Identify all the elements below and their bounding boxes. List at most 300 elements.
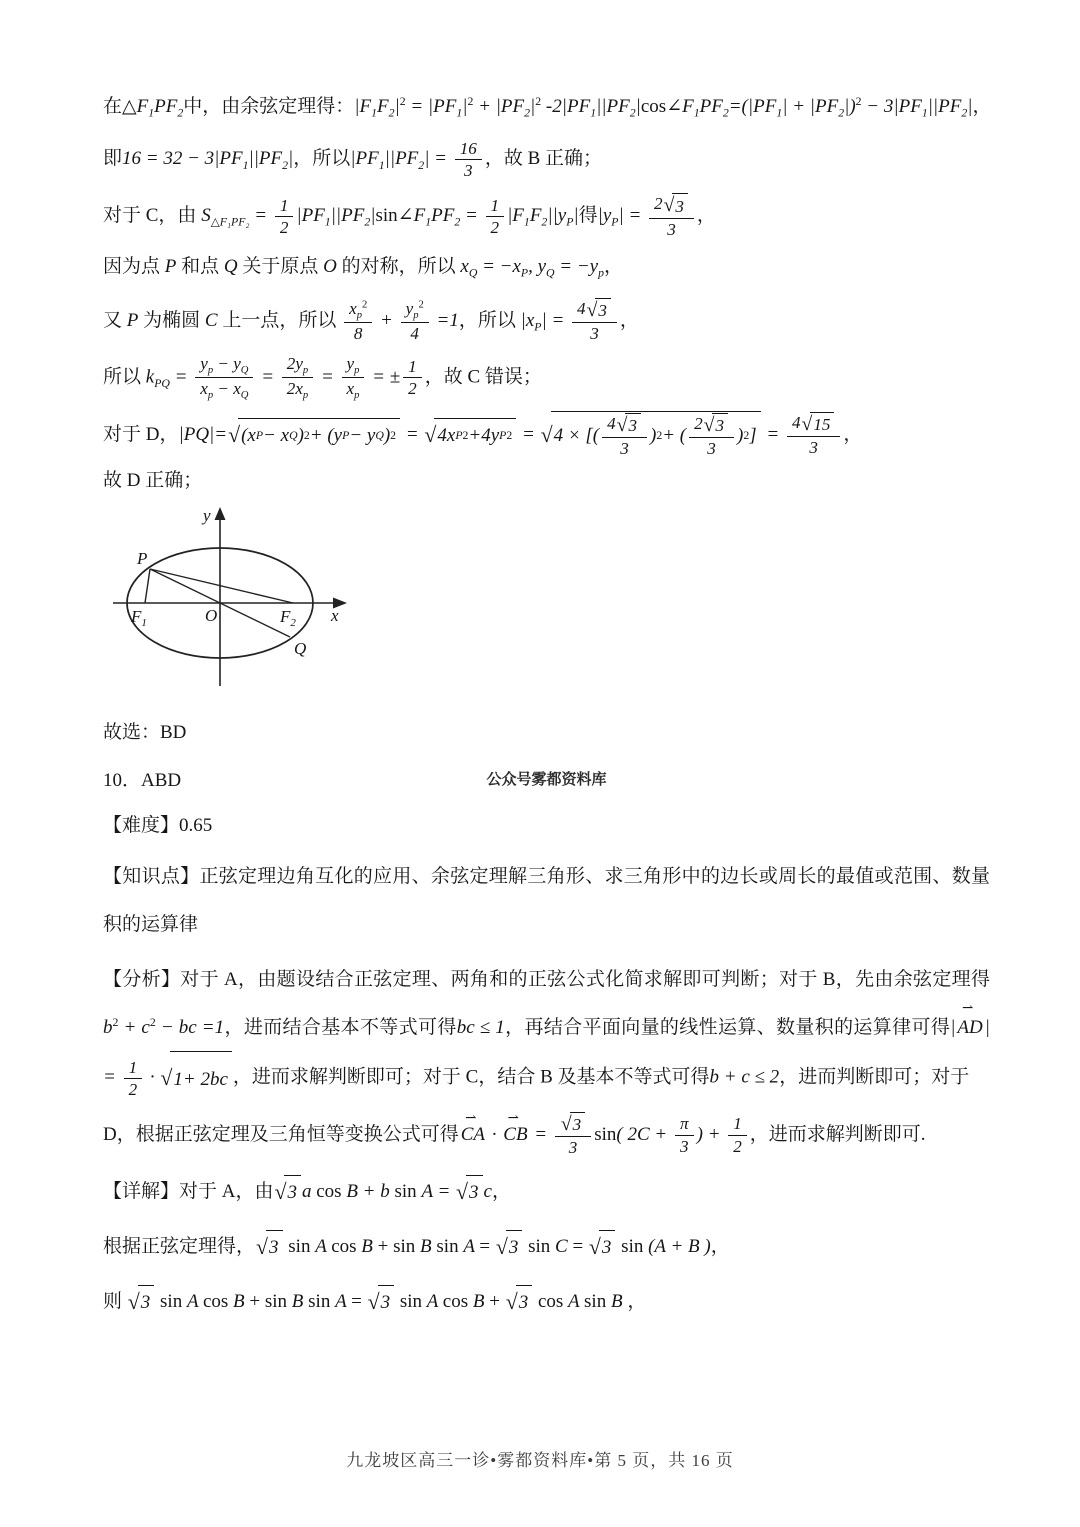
math-token: 2 <box>541 215 548 229</box>
math-token: x <box>346 379 355 399</box>
math-token: PF <box>699 96 723 117</box>
math-token: 2 <box>629 106 636 120</box>
math-token <box>342 378 365 402</box>
math-token: + sin <box>249 1290 292 1312</box>
math-token: A <box>568 1290 585 1312</box>
math-token: PQ <box>154 376 170 390</box>
detail-line-1 <box>103 1175 990 1210</box>
math-token <box>456 1175 483 1210</box>
math-token: Q <box>240 390 249 402</box>
math-token: cos <box>533 1290 569 1312</box>
math-token: bc ≤ 1 <box>456 1016 505 1038</box>
math-token: P <box>520 266 529 280</box>
math-token <box>128 1285 155 1320</box>
math-token: = <box>529 1123 552 1145</box>
math-token: ，进而求解判断即可. <box>749 1123 926 1145</box>
math-token: 1 <box>776 106 783 120</box>
math-token: | <box>288 147 294 169</box>
math-token: 3 <box>516 1285 533 1320</box>
math-token: 所以 <box>103 366 146 388</box>
math-token: ，进而判断即可；对于 <box>779 1066 970 1088</box>
math-token <box>649 193 694 240</box>
math-token <box>195 353 253 403</box>
math-token: (A + B ) <box>648 1235 711 1257</box>
math-token: 3 <box>284 1175 301 1210</box>
math-token: 对于 D， <box>103 423 179 445</box>
math-token: 3 <box>595 298 611 323</box>
math-token: ， <box>710 1235 730 1257</box>
math-token: = <box>572 1235 588 1257</box>
math-token: 3 <box>672 193 688 218</box>
math-token: | = <box>618 205 647 227</box>
math-token <box>282 353 313 403</box>
math-token: P <box>534 320 542 334</box>
math-token <box>274 1175 301 1210</box>
math-token: 2 <box>961 106 968 120</box>
math-token: 即 <box>103 147 123 169</box>
math-token: = <box>479 1235 495 1257</box>
math-token: sin <box>584 1290 611 1312</box>
math-token: 1 <box>425 215 432 229</box>
math-token: ⇀ CB <box>503 1120 527 1150</box>
math-token: | + |PF <box>782 96 839 117</box>
math-token: 2 <box>418 158 425 172</box>
math-token: = <box>401 423 424 445</box>
math-token: + <box>489 1290 505 1312</box>
math-token <box>160 1051 232 1106</box>
math-token: 1 <box>486 195 505 217</box>
math-token <box>424 418 516 453</box>
math-token: 2y <box>286 353 303 373</box>
math-token: sin <box>394 1180 422 1202</box>
math-token: ， <box>972 96 992 117</box>
math-token <box>401 298 429 323</box>
math-token: = <box>761 423 784 445</box>
math-token: | = <box>541 309 570 331</box>
math-token: a <box>301 1180 317 1202</box>
segment-p-f2 <box>150 569 293 603</box>
detail-line-3 <box>103 1285 990 1320</box>
math-token: 16 = 32 − 3|PF <box>122 147 243 169</box>
math-token: 因为点 <box>103 256 165 278</box>
math-token: − bc =1 <box>155 1016 225 1038</box>
math-token: A <box>426 1290 443 1312</box>
math-token: A <box>335 1290 352 1312</box>
math-token: 2 <box>722 106 729 120</box>
math-token: 2 <box>656 428 663 442</box>
math-token: = ± <box>367 366 401 388</box>
math-token: 3 <box>464 160 473 180</box>
math-token: 4 <box>607 413 616 433</box>
math-token: 2 <box>418 299 424 311</box>
math-token: ∠F <box>397 205 426 227</box>
math-token: 4 × [( <box>553 424 600 446</box>
math-token <box>195 378 253 402</box>
math-token: π <box>675 1113 694 1135</box>
math-token: sin <box>616 1235 649 1257</box>
math-token: sin <box>523 1235 556 1257</box>
math-token: P <box>164 256 177 278</box>
math-token: P <box>255 428 264 442</box>
math-token <box>704 413 728 438</box>
math-token: − y <box>213 353 241 373</box>
math-token: p <box>354 390 360 402</box>
math-token: 1 <box>921 106 928 120</box>
math-token: | <box>462 96 468 117</box>
math-token: 3 <box>590 324 599 344</box>
solution9-pq-length-line <box>103 411 990 460</box>
math-token: sin <box>436 1235 464 1257</box>
x-axis-label: x <box>331 605 339 625</box>
math-token <box>689 413 734 439</box>
math-token: = <box>256 366 279 388</box>
solution9-symmetry-line <box>103 252 990 284</box>
math-token: p <box>207 390 214 402</box>
math-token: 1 <box>124 1057 143 1079</box>
math-token: x <box>200 379 208 399</box>
math-token: ，再结合平面向量的线性运算、数量积的运算律可得 <box>504 1016 951 1038</box>
math-token <box>282 378 313 402</box>
math-token <box>787 412 840 459</box>
math-token: 1 <box>371 106 377 120</box>
math-token: ， <box>622 1290 647 1312</box>
math-token <box>256 1230 283 1265</box>
math-token: =1 <box>431 309 459 331</box>
math-token: √ <box>505 1289 518 1314</box>
math-token: ||PF <box>927 96 962 117</box>
math-token: 16 <box>455 138 482 160</box>
math-token: 4x <box>437 424 456 446</box>
math-token: x <box>349 298 357 318</box>
math-token <box>496 1230 523 1265</box>
math-token <box>675 1113 694 1157</box>
math-token: √ <box>663 194 675 217</box>
math-token: p <box>413 310 419 322</box>
math-token: ，故 C 错误； <box>424 366 542 388</box>
math-token: 1 <box>242 158 249 172</box>
math-token: 3 <box>599 1230 616 1265</box>
math-token: = −x <box>477 256 521 278</box>
math-token: √ <box>588 1234 601 1259</box>
math-token <box>434 418 516 453</box>
math-token: 2 <box>535 94 542 108</box>
math-token: + sin <box>377 1235 421 1257</box>
math-token: B + b <box>346 1180 395 1202</box>
math-token: √ <box>801 412 813 435</box>
math-token: 2 <box>855 94 862 108</box>
ellipse-diagram <box>105 504 990 708</box>
solution9-ellipse-point-line <box>103 298 990 345</box>
math-token: 2 <box>506 428 513 442</box>
math-token <box>275 195 294 239</box>
math-token: |) <box>844 96 856 117</box>
math-token: |F <box>354 96 372 117</box>
math-token: O <box>323 256 337 278</box>
math-token: 3 <box>138 1285 155 1320</box>
math-token: ( 2C + <box>616 1123 672 1145</box>
math-token: sin <box>375 205 398 227</box>
math-token: D，根据正弦定理及三角恒等变换公式可得 <box>103 1123 459 1145</box>
math-token: √ <box>424 422 437 447</box>
math-token: 2 <box>733 1136 742 1156</box>
math-token <box>602 413 647 460</box>
math-token: 关于原点 <box>237 256 324 278</box>
math-token: √ <box>228 422 241 447</box>
math-token <box>787 412 840 438</box>
math-token: √ <box>160 1066 173 1091</box>
detail-line-2 <box>103 1230 990 1265</box>
math-token: 3 <box>809 438 818 458</box>
math-token: = <box>316 366 339 388</box>
math-token: B <box>361 1235 378 1257</box>
math-token: + |PF <box>473 96 525 117</box>
math-token: 2 <box>303 428 310 442</box>
math-token: √ <box>274 1179 287 1204</box>
math-token <box>342 353 365 378</box>
math-token <box>282 353 313 378</box>
solution9-d-conclusion-line <box>103 466 990 496</box>
math-token: 中，由余弦定理得： <box>183 96 355 117</box>
math-token: sin <box>594 1123 617 1145</box>
math-token: 1 <box>378 158 385 172</box>
math-token: 2 <box>838 106 845 120</box>
math-token: Q <box>375 428 384 442</box>
math-token <box>486 195 505 239</box>
math-token: · <box>145 1066 160 1088</box>
math-token: | <box>950 1016 956 1038</box>
math-token <box>344 298 372 345</box>
math-token: 2 <box>462 428 469 442</box>
math-token: √ <box>560 1112 572 1135</box>
math-token: P <box>126 309 139 331</box>
math-token <box>617 413 641 438</box>
math-token <box>368 1285 395 1320</box>
focus1-label: $F_1$ <box>131 606 147 629</box>
math-token <box>664 193 688 218</box>
math-token: 3 <box>266 1230 283 1265</box>
math-token: p <box>302 364 309 376</box>
math-token: ⇀ AD <box>957 1004 982 1052</box>
math-token: y <box>346 353 355 373</box>
math-token: 2 <box>390 428 397 442</box>
math-token: =(|PF <box>728 96 777 117</box>
math-token: (x <box>241 424 256 446</box>
math-token: = <box>517 423 540 445</box>
math-token <box>401 298 429 345</box>
math-token: |y <box>597 205 612 227</box>
y-axis-label: y <box>203 505 211 525</box>
math-token: + (y <box>309 424 343 446</box>
math-token: sin <box>395 1290 427 1312</box>
math-token: ， <box>843 423 863 445</box>
math-token: 对于 C，由 <box>103 205 202 227</box>
analysis-paragraph <box>103 956 990 1106</box>
math-token: 1 <box>590 106 597 120</box>
math-token: c <box>483 1180 492 1202</box>
math-token: ) <box>383 424 391 446</box>
math-token: +4y <box>468 424 500 446</box>
math-token <box>541 411 761 460</box>
math-token: = <box>351 1290 367 1312</box>
math-token: ) <box>297 424 304 446</box>
question10-answer: 10．ABD <box>103 770 182 792</box>
math-token: C <box>204 309 218 331</box>
math-token <box>228 418 400 453</box>
math-token: Q <box>289 428 298 442</box>
math-token <box>124 1057 143 1101</box>
math-token: 2 <box>112 1015 119 1029</box>
math-token <box>342 353 365 403</box>
math-token: ，所以 <box>458 309 521 331</box>
math-token: |PF <box>350 147 379 169</box>
math-token: p <box>302 390 309 402</box>
math-token: ，故 B 正确； <box>484 147 603 169</box>
y-axis-arrow <box>215 507 226 520</box>
math-token: 根据正弦定理得， <box>103 1235 256 1257</box>
math-token: 2 <box>128 1079 138 1099</box>
math-token <box>344 298 372 323</box>
math-token: sin <box>308 1290 336 1312</box>
math-token: | <box>573 205 579 227</box>
math-token: 1 <box>403 356 422 378</box>
math-token: Q <box>468 266 478 280</box>
math-token: √ <box>367 1289 380 1314</box>
math-token: 3 <box>620 439 629 459</box>
math-token: P <box>342 428 350 442</box>
math-token <box>728 1113 747 1157</box>
math-token <box>689 413 734 460</box>
math-token: 1 <box>728 1113 747 1135</box>
math-token: ) <box>737 424 744 446</box>
math-token: − 3|PF <box>861 96 922 117</box>
math-token <box>589 1230 616 1265</box>
math-token <box>587 298 611 323</box>
math-token: √ <box>256 1234 269 1259</box>
math-token: − y <box>349 424 376 446</box>
math-token: 4 <box>410 324 419 344</box>
math-token: p <box>598 266 604 280</box>
math-token: p <box>356 310 362 322</box>
math-token: cos <box>442 1290 473 1312</box>
math-token <box>602 413 647 439</box>
math-token: 3 <box>625 413 641 438</box>
math-token: 4 <box>791 412 801 432</box>
math-token <box>195 353 253 378</box>
math-token: 2 <box>694 413 703 433</box>
math-token: P <box>499 428 507 442</box>
analysis-d-line <box>103 1112 990 1159</box>
math-token: 3 <box>680 1136 689 1156</box>
math-token: △F <box>122 96 149 117</box>
math-token: | <box>370 205 376 227</box>
math-token <box>455 138 482 182</box>
math-token: 故 D 正确； <box>103 469 203 491</box>
math-token: ， <box>619 309 639 331</box>
math-token: B <box>472 1290 490 1312</box>
math-token: 得 <box>578 205 598 227</box>
math-token: ||PF <box>596 96 630 117</box>
math-token: A <box>315 1235 332 1257</box>
math-token: √ <box>456 1179 469 1204</box>
math-token: ∠F <box>666 96 694 117</box>
math-token: F <box>376 96 389 117</box>
math-token: √ <box>127 1289 140 1314</box>
origin-label: O <box>205 605 218 625</box>
math-token: k <box>145 366 155 388</box>
watermark-text: 公众号雾都资料库 <box>486 771 607 789</box>
math-token: ⇀ CA <box>461 1120 485 1150</box>
math-token: 2 <box>279 218 289 238</box>
math-token: |F <box>507 205 524 227</box>
math-token: ， <box>696 205 716 227</box>
math-token: 4 <box>577 298 586 318</box>
math-token: sin <box>155 1290 187 1312</box>
math-token: ||PF <box>384 147 419 169</box>
math-token: | <box>967 96 973 117</box>
question10-header-row <box>103 766 990 796</box>
math-token: ) <box>650 424 657 446</box>
math-token: √ <box>586 298 598 321</box>
math-token: √ <box>540 422 553 447</box>
math-token <box>403 356 422 400</box>
math-token: ， <box>491 1180 511 1202</box>
math-token: 8 <box>353 324 363 344</box>
math-token: F <box>529 205 542 227</box>
point-p-label: P <box>137 548 148 568</box>
math-token: − x <box>263 424 290 446</box>
math-token: b <box>103 1016 113 1038</box>
math-token <box>238 418 400 453</box>
math-token: 3 <box>570 1112 586 1137</box>
math-token: |PF <box>296 205 325 227</box>
math-token: 15 <box>810 412 834 437</box>
math-token: | = <box>424 147 452 169</box>
math-token: , y <box>528 256 547 278</box>
math-token: p <box>354 364 360 376</box>
math-token: Q <box>546 266 555 280</box>
math-token: ||y <box>547 205 567 227</box>
math-token: 3 <box>466 1175 483 1210</box>
math-token: + ( <box>662 424 687 446</box>
math-token <box>572 298 617 345</box>
math-token: | <box>635 96 641 117</box>
math-token: P <box>455 428 463 442</box>
math-token: ，所以 <box>293 147 351 169</box>
math-token: 2 <box>743 428 750 442</box>
math-token: 3 <box>707 439 716 459</box>
math-token: cos <box>640 96 667 117</box>
math-token: 3 <box>667 219 676 239</box>
math-token: cos <box>202 1290 234 1312</box>
math-token: ) + <box>696 1123 726 1145</box>
math-token: A <box>463 1235 480 1257</box>
math-token: 1+ 2bc <box>173 1068 228 1090</box>
page-footer: 九龙坡区高三一诊•雾都资料库•第 5 页，共 16 页 <box>346 1451 734 1470</box>
math-token: y <box>200 353 208 373</box>
math-token: 2 <box>149 1015 156 1029</box>
math-token <box>506 1285 533 1320</box>
math-token: | = <box>103 1016 990 1088</box>
math-token: Q <box>240 364 249 376</box>
math-token: 【详解】对于 A，由 <box>103 1180 274 1202</box>
math-token: · <box>487 1123 502 1145</box>
math-token: y <box>405 298 414 318</box>
math-token: B <box>233 1290 250 1312</box>
math-token: 3 <box>712 413 728 438</box>
math-token: 2 <box>454 215 461 229</box>
math-token <box>649 193 694 219</box>
math-token: 1 <box>693 106 700 120</box>
